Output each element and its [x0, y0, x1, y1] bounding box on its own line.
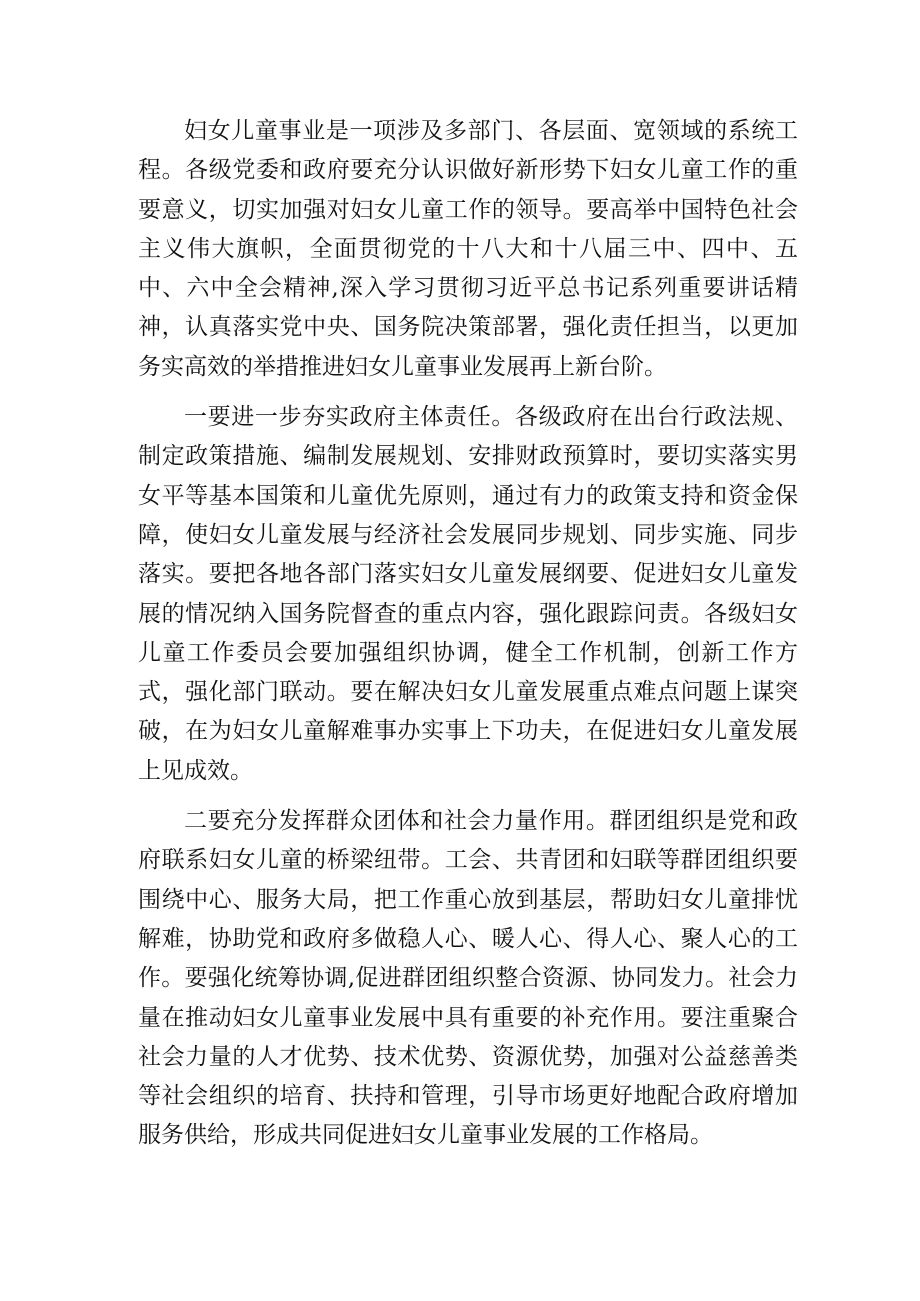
paragraph-government-responsibility: 一要进一步夯实政府主体责任。各级政府在出台行政法规、制定政策措施、编制发展规划、安排财政预算时，要切实落实男女平等基本国策和儿童优先原则，通过有力的政策支持和资金保障，使妇女儿童发展与经济社会发展同步规划、同步实施、同步落实。要把各地各部门落实妇女儿童发展纲要、促进妇女儿童发展的情况纳入国务院督查的重点内容，强化跟踪问责。各级妇女儿童工作委员会要加强组织协调，健全工作机制，创新工作方式，强化部门联动。要在解决妇女儿童发展重点难点问题上谋突破，在为妇女儿童解难事办实事上下功夫，在促进妇女儿童发展上见成效。 — [138, 404, 798, 784]
document-body — [138, 112, 798, 1167]
paragraph-intro: 妇女儿童事业是一项涉及多部门、各层面、宽领域的系统工程。各级党委和政府要充分认识做好新形势下妇女儿童工作的重要意义，切实加强对妇女儿童工作的领导。要高举中国特色社会主义伟大旗帜，全面贯彻党的十八大和十八届三中、四中、五中、六中全会精神,深入学习贯彻习近平总书记系列重要讲话精神，认真落实党中央、国务院决策部署，强化责任担当，以更加务实高效的举措推进妇女儿童事业发展再上新台阶。 — [138, 118, 798, 380]
paragraph-social-forces: 二要充分发挥群众团体和社会力量作用。群团组织是党和政府联系妇女儿童的桥梁纽带。工会、共青团和妇联等群团组织要围绕中心、服务大局，把工作重心放到基层，帮助妇女儿童排忧解难，协助党和政府多做稳人心、暖人心、得人心、聚人心的工作。要强化统筹协调,促进群团组织整合资源、协同发力。社会力量在推动妇女儿童事业发展中具有重要的补充作用。要注重聚合社会力量的人才优势、技术优势、资源优势，加强对公益慈善类等社会组织的培育、扶持和管理，引导市场更好地配合政府增加服务供给，形成共同促进妇女儿童事业发展的工作格局。 — [138, 808, 798, 1149]
